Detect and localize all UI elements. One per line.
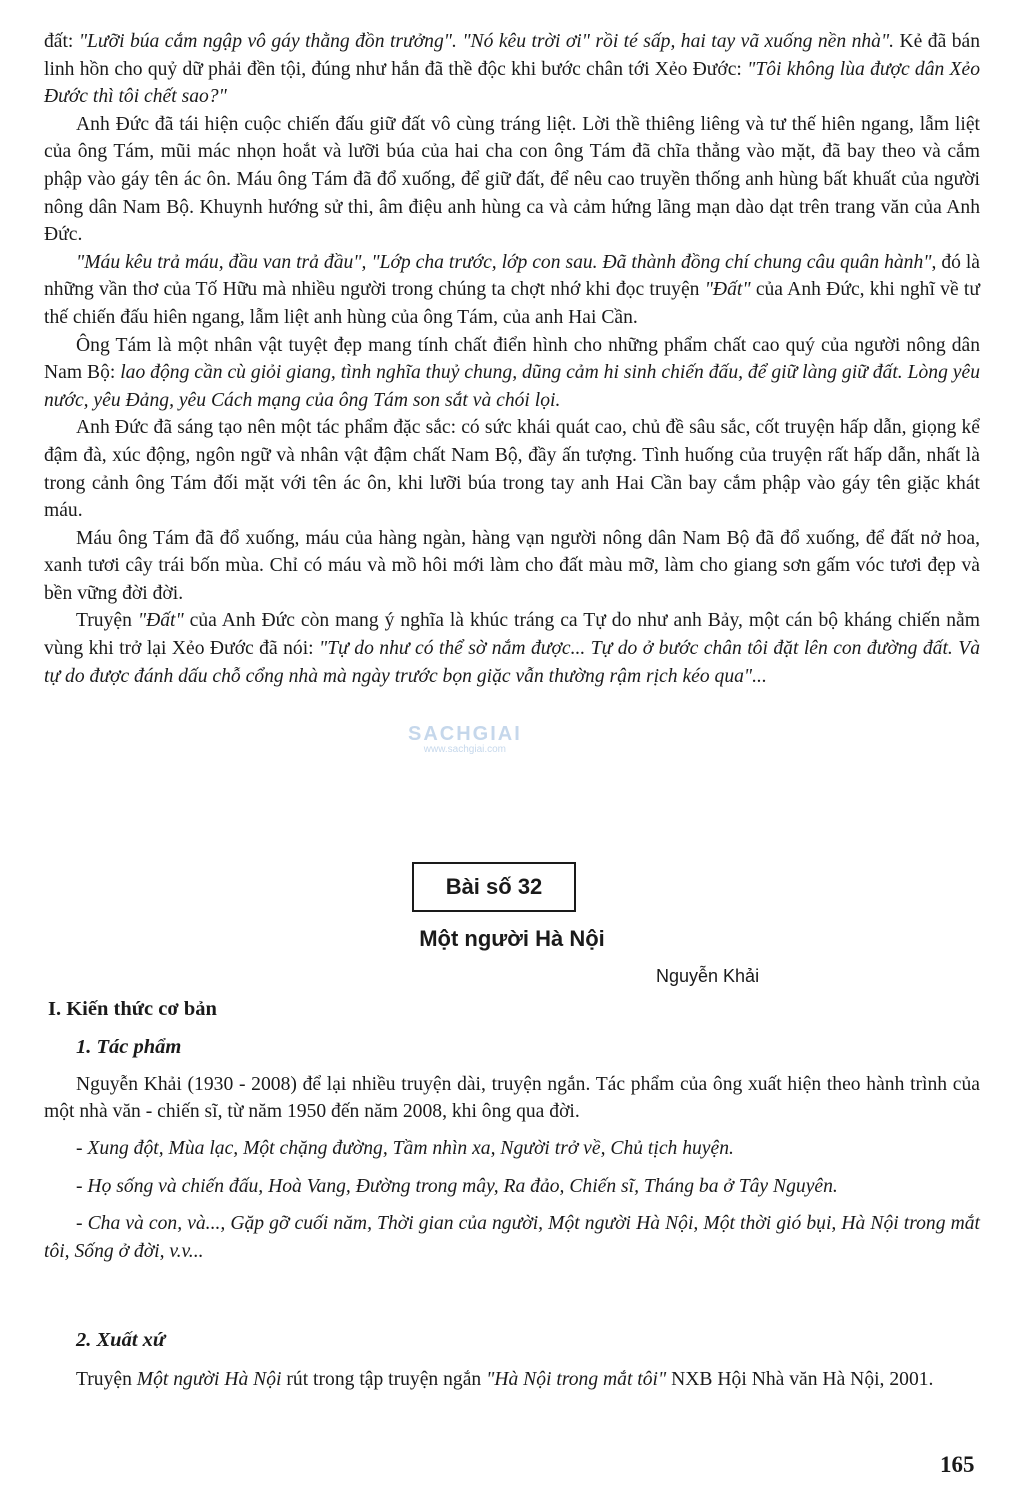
italic-text: "Đất" xyxy=(137,610,184,632)
italic-text: "Lưỡi búa cắm ngập vô gáy thằng đồn trưởng". "Nó kêu trời ơi" rồi té sấp, hai tay vã xuống nền nhà". xyxy=(78,31,895,52)
text-run: rút trong tập truyện ngắn xyxy=(281,1369,487,1390)
lesson-title: Một người Hà Nội xyxy=(419,926,605,951)
subsection-heading-origin: 2. Xuất xứ xyxy=(76,1329,166,1351)
paragraph xyxy=(44,414,980,524)
subsection-heading-works: 1. Tác phẩm xyxy=(76,1036,182,1058)
section-heading: I. Kiến thức cơ bản xyxy=(48,998,217,1020)
page-number: 165 xyxy=(940,1452,975,1477)
italic-text: "Hà Nội trong mắt tôi" xyxy=(486,1369,667,1390)
italic-text: "Tôi không lùa được dân Xẻo Đước thì tôi chết sao?" xyxy=(44,58,980,108)
watermark-brand: SACHGIAI xyxy=(408,723,522,745)
italic-text: - Xung đột, Mùa lạc, Một chặng đường, Tầm nhìn xa, Người trở về, Chủ tịch huyện. xyxy=(76,1138,734,1159)
italic-text: "Máu kêu trả máu, đầu van trả đầu", "Lớp cha trước, lớp con sau. Đã thành đồng chí chung câu quân hành" xyxy=(76,251,932,273)
works-list-item xyxy=(44,1135,980,1163)
paragraph xyxy=(44,1366,980,1394)
paragraph xyxy=(44,525,980,608)
text-run: đất: xyxy=(44,31,79,52)
paragraph xyxy=(44,1071,980,1125)
body-text-works xyxy=(44,1071,980,1265)
paragraph xyxy=(44,607,980,690)
paragraph xyxy=(44,249,980,332)
text-run: Anh Đức đã tái hiện cuộc chiến đấu giữ đất vô cùng tráng liệt. Lời thề thiêng liêng và tư thế hiên ngang, lẫm liệt của ông Tám, mũi mác nhọn hoắt và lưỡi búa của hai cha con ông Tám đã chĩa thẳng vào mặt, đã bay theo và cắm phập vào gáy tên ác ôn. Máu ông Tám đã đổ xuống, để giữ đất, để nêu cao truyền thống anh hùng bất khuất của người nông dân Nam Bộ. Khuynh hướng sử thi, âm điệu anh hùng ca và cảm hứng lãng mạn dào dạt trên trang văn của Anh Đức. xyxy=(44,113,980,246)
works-list-item xyxy=(44,1173,980,1201)
text-run: của Anh Đức còn mang ý nghĩa là khúc tráng ca Tự do như anh Bảy, một cán bộ kháng chiến nằm vùng khi trở lại Xẻo Đước đã nói: xyxy=(44,610,980,660)
italic-text: "Đất" xyxy=(704,279,751,301)
paragraph xyxy=(44,332,980,415)
lesson-author: Nguyễn Khải xyxy=(656,966,760,986)
text-run: , đó là những vần thơ của Tố Hữu mà nhiều người trong chúng ta chợt nhớ khi đọc truyện xyxy=(44,251,980,301)
italic-text: "Tự do như có thể sờ nắm được... Tự do ở bước chân tôi đặt lên con đường đất. Và tự do được đánh dấu chỗ cổng nhà mà ngày trước bọn giặc vẫn thường rậm rịch kéo qua"... xyxy=(44,638,981,687)
paragraph xyxy=(44,28,980,111)
lesson-number-box: Bài số 32 xyxy=(412,862,576,912)
body-text-top xyxy=(44,28,980,690)
text-run: Truyện xyxy=(76,610,138,632)
italic-text: - Cha và con, và..., Gặp gỡ cuối năm, Thời gian của người, Một người Hà Nội, Một thời gió bụi, Hà Nội trong mắt tôi, Sống ở đời, v.v... xyxy=(44,1213,980,1262)
italic-text: lao động cần cù giỏi giang, tình nghĩa thuỷ chung, dũng cảm hi sinh chiến đấu, để giữ làng giữ đất. Lòng yêu nước, yêu Đảng, yêu Cách mạng của ông Tám son sắt và chói lọi. xyxy=(44,362,981,411)
text-run: Nguyễn Khải (1930 - 2008) để lại nhiều truyện dài, truyện ngắn. Tác phẩm của ông xuất hiện theo hành trình của một nhà văn - chiến sĩ, từ năm 1950 đến năm 2008, khi ông qua đời. xyxy=(44,1074,980,1122)
text-run: Ông Tám là một nhân vật tuyệt đẹp mang tính chất điển hình cho những phẩm chất cao quý của người nông dân Nam Bộ: xyxy=(44,334,980,384)
text-run: Kẻ đã bán linh hồn cho quỷ dữ phải đền tội, đúng như hắn đã thề độc khi bước chân tới Xẻo Đước: xyxy=(44,31,981,80)
paragraph xyxy=(44,111,980,249)
works-list-item xyxy=(44,1210,980,1265)
text-run: NXB Hội Nhà văn Hà Nội, 2001. xyxy=(666,1369,934,1390)
italic-text: - Họ sống và chiến đấu, Hoà Vang, Đường trong mây, Ra đảo, Chiến sĩ, Tháng ba ở Tây Nguyên. xyxy=(76,1175,838,1197)
text-run: Truyện xyxy=(76,1369,137,1390)
watermark-url: www.sachgiai.com xyxy=(423,744,507,755)
body-text-origin xyxy=(44,1366,980,1394)
text-run: của Anh Đức, khi nghĩ về tư thế chiến đấu hiên ngang, lẫm liệt anh hùng của ông Tám, của anh Hai Cần. xyxy=(44,279,980,328)
italic-text: Một người Hà Nội xyxy=(136,1369,282,1390)
watermark xyxy=(408,723,522,755)
text-run: Anh Đức đã sáng tạo nên một tác phẩm đặc sắc: có sức khái quát cao, chủ đề sâu sắc, cốt truyện hấp dẫn, giọng kể đậm đà, xúc động, ngôn ngữ và nhân vật đậm chất Nam Bộ, đầy ấn tượng. Tình huống của truyện rất hấp dẫn, nhất là trong cảnh ông Tám đối mặt với tên ác ôn, khi lưỡi búa trong tay anh Hai Cần bay cắm phập vào gáy tên giặc khát máu. xyxy=(44,417,980,522)
text-run: Máu ông Tám đã đổ xuống, máu của hàng ngàn, hàng vạn người nông dân Nam Bộ đã đổ xuống, để đất nở hoa, xanh tươi cây trái bốn mùa. Chỉ có máu và mồ hôi mới làm cho đất màu mỡ, làm cho giang sơn gấm vóc tươi đẹp và bền vững đời đời. xyxy=(44,527,980,604)
